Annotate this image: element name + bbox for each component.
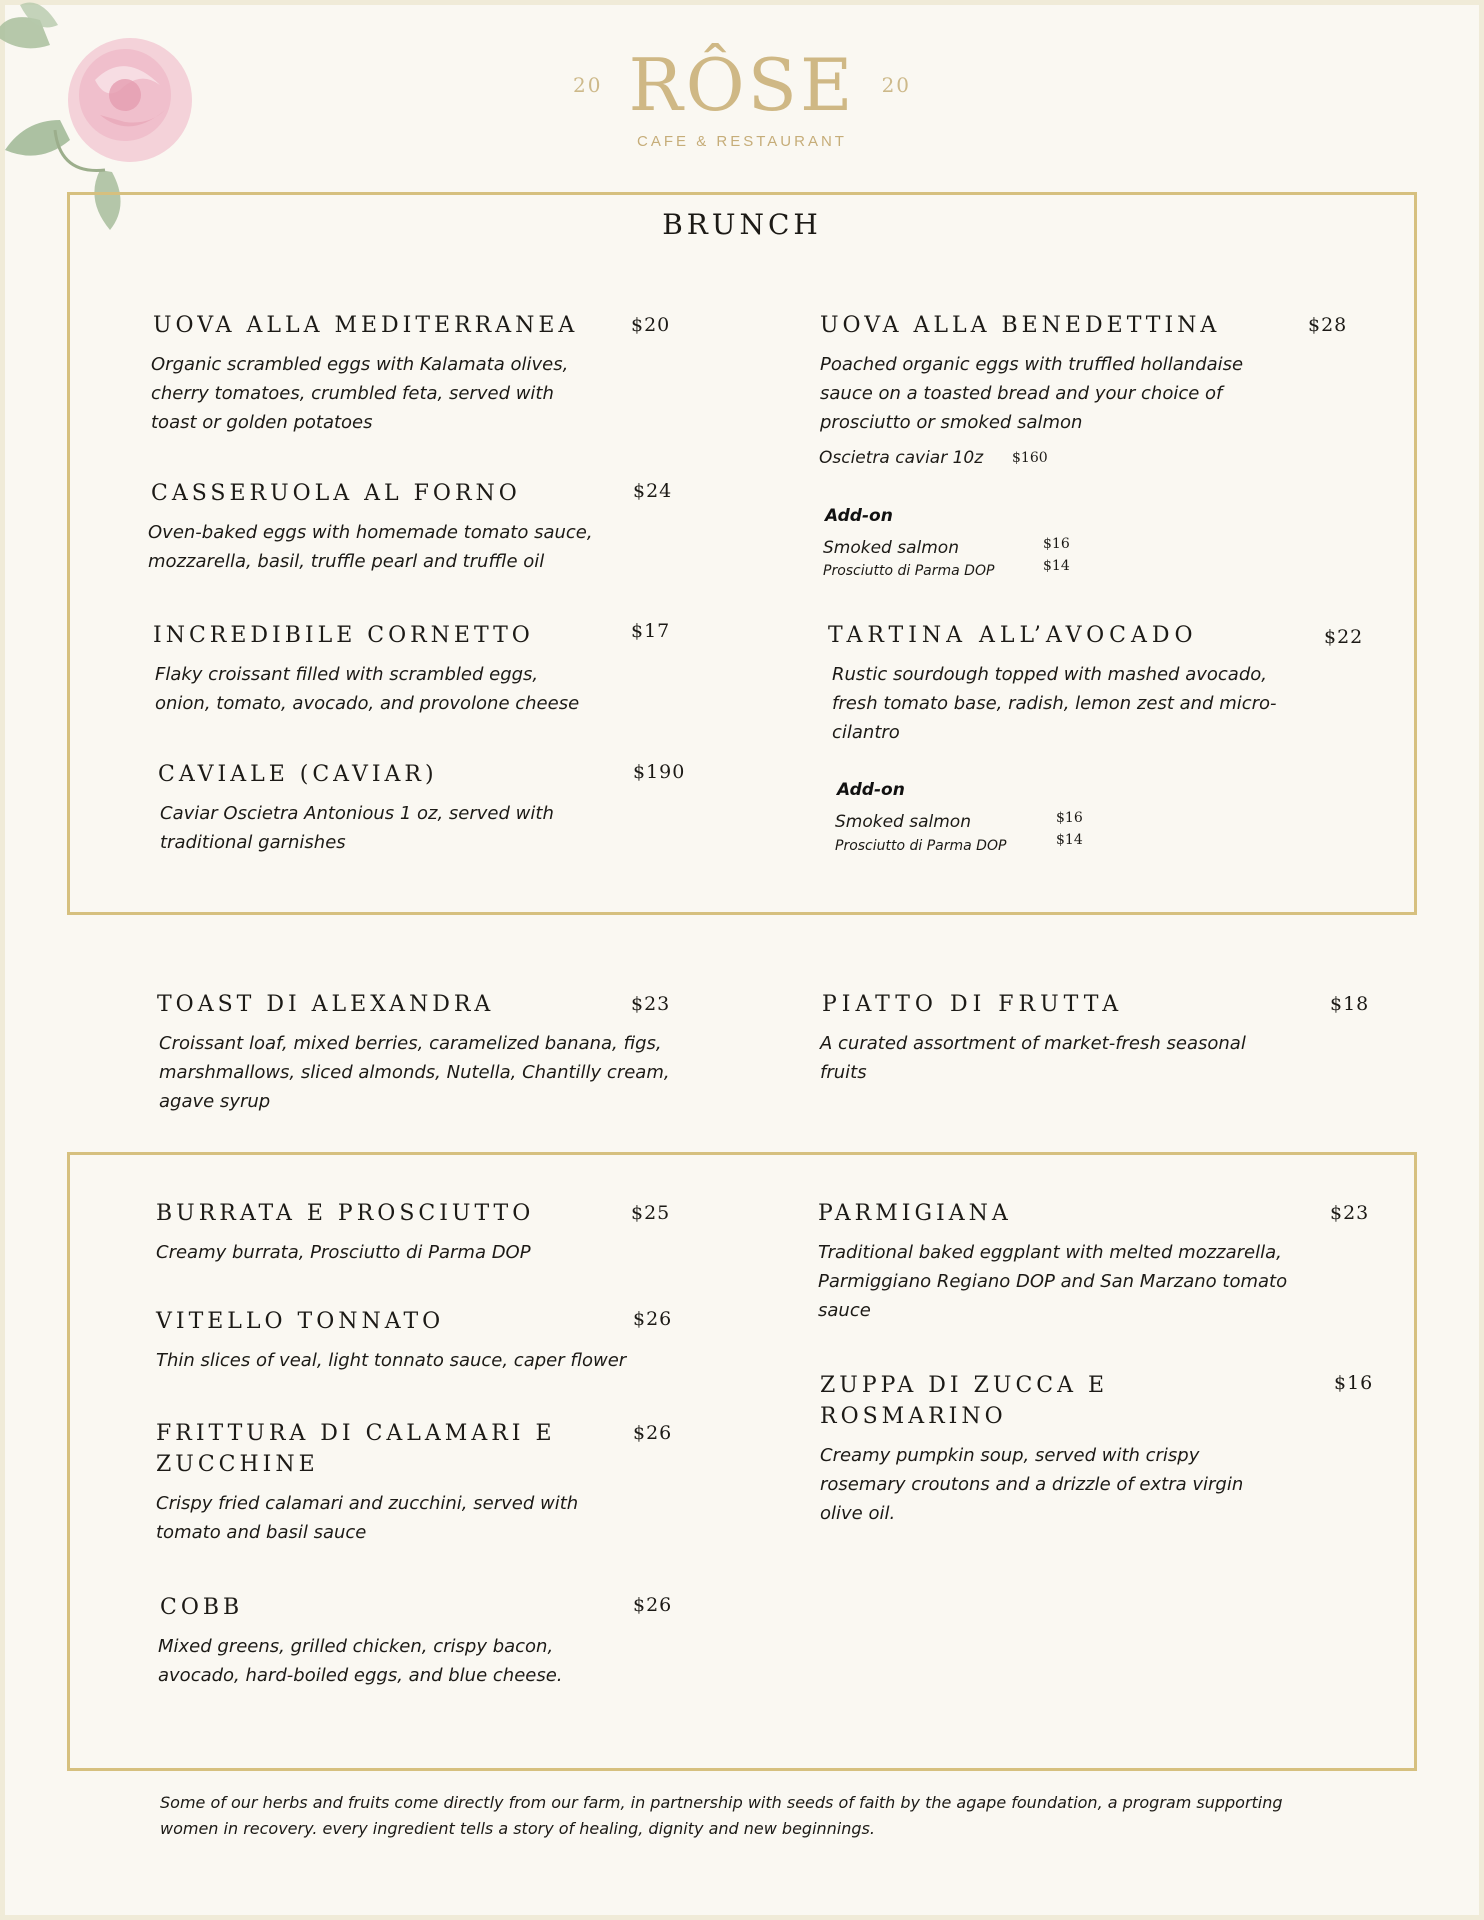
desc-line: Thin slices of veal, light tonnato sauce, caper flower [156,1350,627,1371]
item-name [156,1418,696,1480]
menu-item-avocado [828,620,1368,854]
addon-prosciutto-price: $14 [1043,558,1070,574]
desc-line: fresh tomato base, radish, lemon zest and micro- [832,693,1277,714]
item-description [156,1238,696,1267]
item-description [160,799,698,857]
menu-item-burrata [156,1198,696,1267]
item-name: PARMIGIANA [818,1201,1012,1226]
menu-item-benedettina [819,310,1360,579]
desc-line: Caviar Oscietra Antonious 1 oz, served with [160,803,554,824]
logo-year-left: 20 [572,73,603,97]
item-name: TARTINA ALL’AVOCADO [828,623,1198,648]
menu-item-cornetto [153,620,693,718]
item-description [820,1441,1360,1528]
addon-smoked-salmon: Smoked salmon [835,812,971,832]
item-price: $190 [633,761,686,783]
menu-item-mediterranea [153,310,693,437]
item-description [148,518,691,576]
logo-name: RÔSE [628,43,856,127]
desc-line: mozzarella, basil, truffle pearl and truffle oil [148,551,545,572]
item-name: VITELLO TONNATO [156,1309,445,1334]
item-price: $26 [633,1594,673,1616]
desc-line: Oven-baked eggs with homemade tomato sauce, [148,522,593,543]
desc-line: Poached organic eggs with truffled hollandaise [820,354,1244,375]
item-price: $26 [633,1308,673,1330]
name-line: ZUCCHINE [156,1452,319,1477]
logo-row [0,45,1484,125]
desc-line: Creamy pumpkin soup, served with crispy [820,1445,1200,1466]
item-name: TOAST DI ALEXANDRA [157,992,495,1017]
desc-line: marshmallows, sliced almonds, Nutella, Chantilly cream, [159,1062,670,1083]
desc-line: cilantro [832,722,900,743]
item-price: $23 [1330,1202,1370,1224]
item-name: UOVA ALLA BENEDETTINA [820,313,1221,338]
item-description [155,660,693,718]
menu-item-frutta [820,989,1370,1087]
item-name: COBB [160,1595,244,1620]
item-name [820,1370,1360,1432]
item-name: PIATTO DI FRUTTA [822,992,1124,1017]
addon-title: Add-on [837,780,905,800]
desc-line: tomato and basil sauce [156,1522,367,1543]
name-line: FRITTURA DI CALAMARI E [156,1421,556,1446]
desc-line: Flaky croissant filled with scrambled eggs, [155,664,539,685]
item-description [818,1238,1358,1325]
desc-line: Parmiggiano Regiano DOP and San Marzano tomato [818,1271,1288,1292]
desc-line: Rustic sourdough topped with mashed avocado, [832,664,1267,685]
desc-line: rosemary croutons and a drizzle of extra virgin [820,1474,1244,1495]
desc-line: prosciutto or smoked salmon [820,412,1083,433]
desc-line: cherry tomatoes, crumbled feta, served with [151,383,554,404]
logo-year-right: 20 [881,73,912,97]
desc-line: traditional garnishes [160,832,346,853]
menu-item-frittura [156,1418,696,1547]
name-line: ZUPPA DI ZUCCA E [820,1373,1109,1398]
desc-line: Croissant loaf, mixed berries, caramelized banana, figs, [159,1033,662,1054]
item-name: CASSERUOLA AL FORNO [151,481,521,506]
menu-item-cobb [160,1592,700,1690]
item-description [158,1632,700,1690]
name-line: ROSMARINO [820,1404,1007,1429]
desc-line: Mixed greens, grilled chicken, crispy bacon, [158,1636,554,1657]
addon-prosciutto-price: $14 [1056,832,1083,848]
item-price: $24 [633,480,673,502]
desc-line: Crispy fried calamari and zucchini, served with [156,1493,579,1514]
item-price: $18 [1330,993,1370,1015]
item-description [820,350,1360,437]
item-price: $22 [1324,626,1364,648]
desc-line: Organic scrambled eggs with Kalamata olives, [151,354,569,375]
item-description [832,660,1368,747]
item-price: $23 [631,993,671,1015]
menu-item-caviale [158,759,698,857]
desc-line: onion, tomato, avocado, and provolone cheese [155,693,580,714]
footer-line: women in recovery. every ingredient tells a story of healing, dignity and new beginnings. [160,1819,875,1838]
item-price: $25 [631,1202,671,1224]
desc-line: fruits [820,1062,867,1083]
addon-smoked-salmon-price: $16 [1056,810,1083,826]
item-name: BURRATA E PROSCIUTTO [156,1201,535,1226]
desc-line: agave syrup [159,1091,271,1112]
addon-smoked-salmon: Smoked salmon [823,538,959,558]
section-title: BRUNCH [662,208,822,241]
desc-line: avocado, hard-boiled eggs, and blue cheese. [158,1665,563,1686]
addon-title: Add-on [825,506,893,526]
addon-prosciutto: Prosciutto di Parma DOP [835,838,1007,854]
item-name: CAVIALE (CAVIAR) [158,762,438,787]
footer-note [160,1790,1360,1842]
item-description [156,1346,716,1375]
caviar-option-label: Oscietra caviar 10z [819,448,984,468]
desc-line: olive oil. [820,1503,896,1524]
item-description [151,350,693,437]
item-price: $28 [1308,314,1348,336]
desc-line: sauce [818,1300,871,1321]
item-description [820,1029,1362,1087]
desc-line: toast or golden potatoes [151,412,373,433]
menu-item-parmigiana [818,1198,1370,1325]
item-price: $20 [631,314,671,336]
logo [0,45,1484,150]
desc-line: Creamy burrata, Prosciutto di Parma DOP [156,1242,531,1263]
addon-prosciutto: Prosciutto di Parma DOP [823,563,995,579]
item-description [156,1489,696,1547]
menu-item-zuppa [820,1370,1374,1528]
desc-line: Traditional baked eggplant with melted mozzarella, [818,1242,1282,1263]
addon-smoked-salmon-price: $16 [1043,536,1070,552]
item-price: $26 [633,1422,673,1444]
menu-item-toast [157,989,717,1116]
item-name: INCREDIBILE CORNETTO [153,623,534,648]
desc-line: sauce on a toasted bread and your choice of [820,383,1223,404]
item-price: $16 [1334,1372,1374,1394]
item-description [159,1029,717,1116]
footer-line: Some of our herbs and fruits come directly from our farm, in partnership with seeds of faith by the agape foundation, a program supporting [160,1793,1283,1812]
item-name: UOVA ALLA MEDITERRANEA [153,313,579,338]
desc-line: A curated assortment of market-fresh seasonal [820,1033,1246,1054]
menu-item-casseruola [148,478,691,576]
menu-item-vitello [156,1306,716,1375]
caviar-option-price: $160 [1012,450,1048,466]
item-price: $17 [631,620,671,642]
logo-subtitle: CAFE & RESTAURANT [637,133,847,150]
